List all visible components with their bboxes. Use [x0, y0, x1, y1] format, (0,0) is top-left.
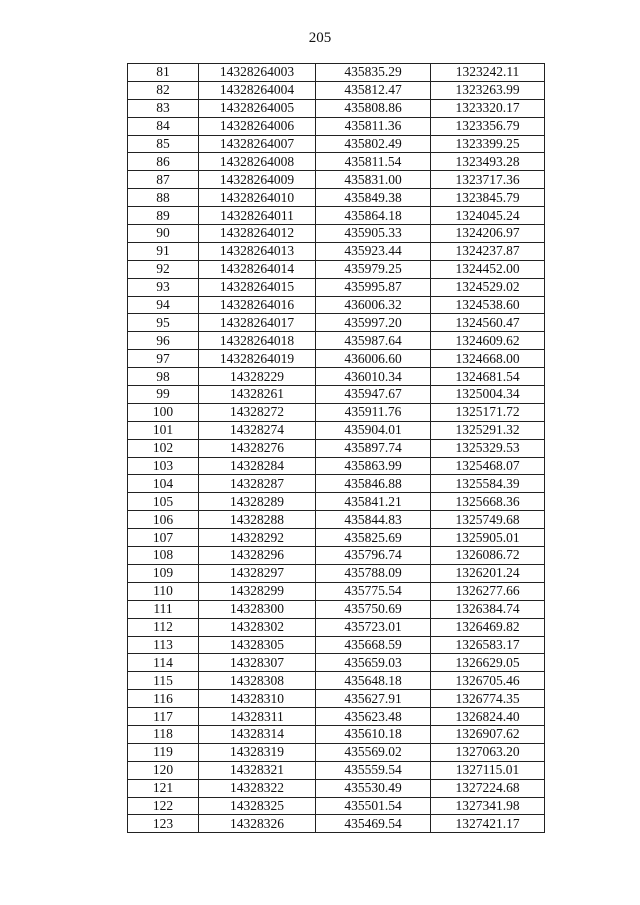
point-id-cell: 14328289: [199, 493, 316, 511]
table-row: [128, 743, 545, 761]
point-id-cell: 14328287: [199, 475, 316, 493]
point-id-cell: 14328229: [199, 368, 316, 386]
point-id-cell: 14328264016: [199, 296, 316, 314]
row-number-cell: 118: [128, 725, 199, 743]
point-id-cell: 14328322: [199, 779, 316, 797]
table-row: [128, 636, 545, 654]
row-number-cell: 116: [128, 690, 199, 708]
row-number-cell: 115: [128, 672, 199, 690]
row-number-cell: 108: [128, 547, 199, 565]
y-coordinate-cell: 1326086.72: [431, 547, 545, 565]
point-id-cell: 14328311: [199, 708, 316, 726]
row-number-cell: 97: [128, 350, 199, 368]
point-id-cell: 14328264019: [199, 350, 316, 368]
table-row: [128, 779, 545, 797]
x-coordinate-cell: 435825.69: [316, 529, 431, 547]
point-id-cell: 14328297: [199, 564, 316, 582]
y-coordinate-cell: 1324452.00: [431, 260, 545, 278]
x-coordinate-cell: 435501.54: [316, 797, 431, 815]
row-number-cell: 101: [128, 421, 199, 439]
row-number-cell: 106: [128, 511, 199, 529]
point-id-cell: 14328319: [199, 743, 316, 761]
y-coordinate-cell: 1323717.36: [431, 171, 545, 189]
row-number-cell: 112: [128, 618, 199, 636]
table-row: [128, 439, 545, 457]
y-coordinate-cell: 1323845.79: [431, 189, 545, 207]
table-row: [128, 207, 545, 225]
table-row: [128, 457, 545, 475]
row-number-cell: 120: [128, 761, 199, 779]
x-coordinate-cell: 435905.33: [316, 225, 431, 243]
point-id-cell: 14328264011: [199, 207, 316, 225]
y-coordinate-cell: 1326469.82: [431, 618, 545, 636]
x-coordinate-cell: 435808.86: [316, 99, 431, 117]
point-id-cell: 14328321: [199, 761, 316, 779]
y-coordinate-cell: 1324668.00: [431, 350, 545, 368]
point-id-cell: 14328264006: [199, 117, 316, 135]
table-row: [128, 582, 545, 600]
table-row: [128, 296, 545, 314]
table-row: [128, 600, 545, 618]
y-coordinate-cell: 1324560.47: [431, 314, 545, 332]
x-coordinate-cell: 435831.00: [316, 171, 431, 189]
y-coordinate-cell: 1324206.97: [431, 225, 545, 243]
table-row: [128, 511, 545, 529]
x-coordinate-cell: 435811.54: [316, 153, 431, 171]
point-id-cell: 14328305: [199, 636, 316, 654]
y-coordinate-cell: 1324681.54: [431, 368, 545, 386]
row-number-cell: 94: [128, 296, 199, 314]
x-coordinate-cell: 435648.18: [316, 672, 431, 690]
row-number-cell: 82: [128, 81, 199, 99]
x-coordinate-cell: 435904.01: [316, 421, 431, 439]
y-coordinate-cell: 1326277.66: [431, 582, 545, 600]
y-coordinate-cell: 1324538.60: [431, 296, 545, 314]
y-coordinate-cell: 1325905.01: [431, 529, 545, 547]
point-id-cell: 14328302: [199, 618, 316, 636]
y-coordinate-cell: 1325171.72: [431, 403, 545, 421]
y-coordinate-cell: 1326705.46: [431, 672, 545, 690]
page-number: 205: [308, 30, 332, 46]
y-coordinate-cell: 1324529.02: [431, 278, 545, 296]
y-coordinate-cell: 1327115.01: [431, 761, 545, 779]
x-coordinate-cell: 435623.48: [316, 708, 431, 726]
row-number-cell: 111: [128, 600, 199, 618]
row-number-cell: 104: [128, 475, 199, 493]
row-number-cell: 114: [128, 654, 199, 672]
y-coordinate-cell: 1325749.68: [431, 511, 545, 529]
row-number-cell: 99: [128, 386, 199, 404]
table-row: [128, 332, 545, 350]
y-coordinate-cell: 1324045.24: [431, 207, 545, 225]
point-id-cell: 14328264008: [199, 153, 316, 171]
x-coordinate-cell: 435923.44: [316, 242, 431, 260]
x-coordinate-cell: 435559.54: [316, 761, 431, 779]
x-coordinate-cell: 435897.74: [316, 439, 431, 457]
row-number-cell: 86: [128, 153, 199, 171]
x-coordinate-cell: 435775.54: [316, 582, 431, 600]
y-coordinate-cell: 1323356.79: [431, 117, 545, 135]
point-id-cell: 14328264014: [199, 260, 316, 278]
point-id-cell: 14328274: [199, 421, 316, 439]
coordinate-table: [127, 63, 545, 833]
y-coordinate-cell: 1323399.25: [431, 135, 545, 153]
row-number-cell: 87: [128, 171, 199, 189]
x-coordinate-cell: 435911.76: [316, 403, 431, 421]
row-number-cell: 85: [128, 135, 199, 153]
point-id-cell: 14328272: [199, 403, 316, 421]
x-coordinate-cell: 435788.09: [316, 564, 431, 582]
x-coordinate-cell: 435995.87: [316, 278, 431, 296]
table-row: [128, 797, 545, 815]
y-coordinate-cell: 1326384.74: [431, 600, 545, 618]
row-number-cell: 121: [128, 779, 199, 797]
point-id-cell: 14328292: [199, 529, 316, 547]
x-coordinate-cell: 435659.03: [316, 654, 431, 672]
point-id-cell: 14328276: [199, 439, 316, 457]
x-coordinate-cell: 435668.59: [316, 636, 431, 654]
table-row: [128, 314, 545, 332]
point-id-cell: 14328288: [199, 511, 316, 529]
y-coordinate-cell: 1327421.17: [431, 815, 545, 833]
point-id-cell: 14328296: [199, 547, 316, 565]
y-coordinate-cell: 1326583.17: [431, 636, 545, 654]
point-id-cell: 14328264012: [199, 225, 316, 243]
y-coordinate-cell: 1326201.24: [431, 564, 545, 582]
table-row: [128, 725, 545, 743]
row-number-cell: 89: [128, 207, 199, 225]
table-row: [128, 153, 545, 171]
y-coordinate-cell: 1323263.99: [431, 81, 545, 99]
point-id-cell: 14328284: [199, 457, 316, 475]
table-row: [128, 815, 545, 833]
table-row: [128, 64, 545, 82]
x-coordinate-cell: 435627.91: [316, 690, 431, 708]
y-coordinate-cell: 1324237.87: [431, 242, 545, 260]
point-id-cell: 14328264017: [199, 314, 316, 332]
point-id-cell: 14328310: [199, 690, 316, 708]
row-number-cell: 119: [128, 743, 199, 761]
y-coordinate-cell: 1327341.98: [431, 797, 545, 815]
table-row: [128, 654, 545, 672]
row-number-cell: 95: [128, 314, 199, 332]
y-coordinate-cell: 1326907.62: [431, 725, 545, 743]
point-id-cell: 14328264013: [199, 242, 316, 260]
row-number-cell: 90: [128, 225, 199, 243]
point-id-cell: 14328326: [199, 815, 316, 833]
x-coordinate-cell: 435987.64: [316, 332, 431, 350]
table-row: [128, 135, 545, 153]
table-row: [128, 672, 545, 690]
y-coordinate-cell: 1325668.36: [431, 493, 545, 511]
x-coordinate-cell: 435802.49: [316, 135, 431, 153]
table-row: [128, 475, 545, 493]
point-id-cell: 14328299: [199, 582, 316, 600]
x-coordinate-cell: 435469.54: [316, 815, 431, 833]
table-row: [128, 260, 545, 278]
table-row: [128, 403, 545, 421]
row-number-cell: 93: [128, 278, 199, 296]
x-coordinate-cell: 435979.25: [316, 260, 431, 278]
table-row: [128, 242, 545, 260]
table-row: [128, 761, 545, 779]
x-coordinate-cell: 436006.32: [316, 296, 431, 314]
table-row: [128, 99, 545, 117]
row-number-cell: 98: [128, 368, 199, 386]
y-coordinate-cell: 1326774.35: [431, 690, 545, 708]
x-coordinate-cell: 435750.69: [316, 600, 431, 618]
row-number-cell: 91: [128, 242, 199, 260]
y-coordinate-cell: 1324609.62: [431, 332, 545, 350]
x-coordinate-cell: 436006.60: [316, 350, 431, 368]
point-id-cell: 14328264018: [199, 332, 316, 350]
point-id-cell: 14328325: [199, 797, 316, 815]
table-row: [128, 350, 545, 368]
table-row: [128, 529, 545, 547]
point-id-cell: 14328308: [199, 672, 316, 690]
x-coordinate-cell: 435812.47: [316, 81, 431, 99]
y-coordinate-cell: 1325291.32: [431, 421, 545, 439]
row-number-cell: 109: [128, 564, 199, 582]
table-row: [128, 278, 545, 296]
y-coordinate-cell: 1325468.07: [431, 457, 545, 475]
point-id-cell: 14328264009: [199, 171, 316, 189]
x-coordinate-cell: 435947.67: [316, 386, 431, 404]
y-coordinate-cell: 1323493.28: [431, 153, 545, 171]
table-row: [128, 690, 545, 708]
y-coordinate-cell: 1327063.20: [431, 743, 545, 761]
x-coordinate-cell: 435835.29: [316, 64, 431, 82]
row-number-cell: 107: [128, 529, 199, 547]
row-number-cell: 96: [128, 332, 199, 350]
table-row: [128, 708, 545, 726]
row-number-cell: 84: [128, 117, 199, 135]
point-id-cell: 14328307: [199, 654, 316, 672]
table-row: [128, 368, 545, 386]
y-coordinate-cell: 1325584.39: [431, 475, 545, 493]
y-coordinate-cell: 1323320.17: [431, 99, 545, 117]
table-row: [128, 81, 545, 99]
point-id-cell: 14328264004: [199, 81, 316, 99]
table-row: [128, 225, 545, 243]
table-row: [128, 117, 545, 135]
x-coordinate-cell: 435846.88: [316, 475, 431, 493]
x-coordinate-cell: 435811.36: [316, 117, 431, 135]
x-coordinate-cell: 435849.38: [316, 189, 431, 207]
row-number-cell: 117: [128, 708, 199, 726]
x-coordinate-cell: 435997.20: [316, 314, 431, 332]
x-coordinate-cell: 435723.01: [316, 618, 431, 636]
coordinate-table-body: [128, 64, 545, 833]
table-row: [128, 386, 545, 404]
row-number-cell: 92: [128, 260, 199, 278]
y-coordinate-cell: 1325004.34: [431, 386, 545, 404]
row-number-cell: 100: [128, 403, 199, 421]
row-number-cell: 122: [128, 797, 199, 815]
x-coordinate-cell: 435610.18: [316, 725, 431, 743]
y-coordinate-cell: 1326629.05: [431, 654, 545, 672]
x-coordinate-cell: 435569.02: [316, 743, 431, 761]
x-coordinate-cell: 435841.21: [316, 493, 431, 511]
x-coordinate-cell: 435796.74: [316, 547, 431, 565]
table-row: [128, 547, 545, 565]
y-coordinate-cell: 1326824.40: [431, 708, 545, 726]
row-number-cell: 83: [128, 99, 199, 117]
row-number-cell: 110: [128, 582, 199, 600]
table-row: [128, 564, 545, 582]
point-id-cell: 14328264003: [199, 64, 316, 82]
point-id-cell: 14328261: [199, 386, 316, 404]
point-id-cell: 14328264015: [199, 278, 316, 296]
y-coordinate-cell: 1327224.68: [431, 779, 545, 797]
x-coordinate-cell: 436010.34: [316, 368, 431, 386]
row-number-cell: 123: [128, 815, 199, 833]
point-id-cell: 14328264005: [199, 99, 316, 117]
row-number-cell: 113: [128, 636, 199, 654]
table-row: [128, 189, 545, 207]
point-id-cell: 14328314: [199, 725, 316, 743]
table-row: [128, 171, 545, 189]
y-coordinate-cell: 1325329.53: [431, 439, 545, 457]
row-number-cell: 88: [128, 189, 199, 207]
x-coordinate-cell: 435864.18: [316, 207, 431, 225]
table-row: [128, 421, 545, 439]
point-id-cell: 14328300: [199, 600, 316, 618]
table-row: [128, 618, 545, 636]
y-coordinate-cell: 1323242.11: [431, 64, 545, 82]
table-row: [128, 493, 545, 511]
row-number-cell: 102: [128, 439, 199, 457]
row-number-cell: 103: [128, 457, 199, 475]
point-id-cell: 14328264007: [199, 135, 316, 153]
x-coordinate-cell: 435530.49: [316, 779, 431, 797]
row-number-cell: 105: [128, 493, 199, 511]
point-id-cell: 14328264010: [199, 189, 316, 207]
x-coordinate-cell: 435844.83: [316, 511, 431, 529]
x-coordinate-cell: 435863.99: [316, 457, 431, 475]
row-number-cell: 81: [128, 64, 199, 82]
